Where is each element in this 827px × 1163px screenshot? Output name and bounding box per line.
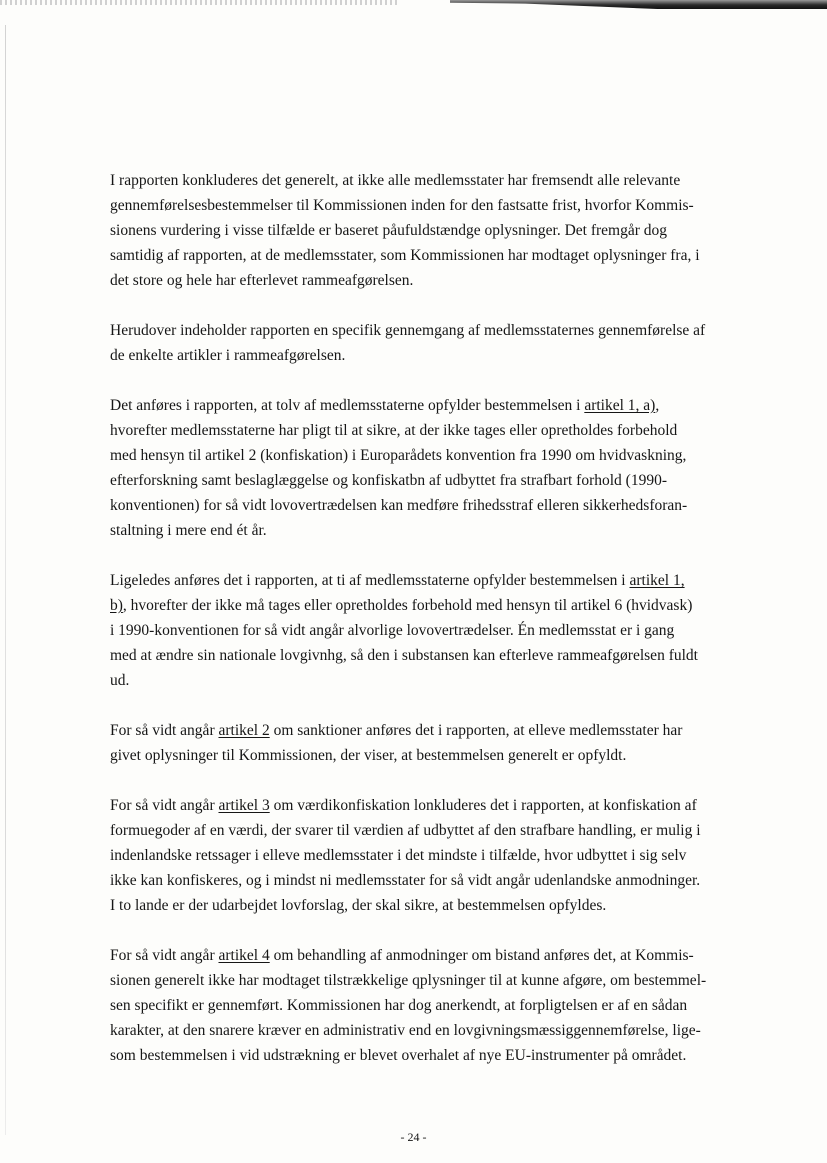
text-segment: Herudover indeholder rapporten en specifik gennemgang af medlemsstaternes gennemførelse af: [110, 322, 706, 339]
text-segment: ikke kan konfiskeres, og i mindst ni medlemsstater for så vidt angår udenlandske anmodninger.: [110, 872, 701, 889]
text-segment: For så vidt angår: [110, 797, 219, 814]
text-segment: I rapporten konkluderes det generelt, at ikke alle medlemsstater har fremsendt alle relevante: [110, 172, 681, 189]
article-reference: artikel 2: [218, 722, 270, 739]
text-segment: samtidig af rapporten, at de medlemsstater, som Kommissionen har modtaget oplysninger fra, i: [110, 247, 700, 264]
article-reference: artikel 1,: [629, 572, 685, 589]
text-segment: I to lande er der udarbejdet lovforslag, der skal sikre, at bestemmelsen opfyldes.: [110, 897, 607, 914]
text-segment: givet oplysninger til Kommissionen, der viser, at bestemmelsen generelt er opfyldt.: [110, 747, 627, 764]
text-segment: ,: [655, 397, 660, 414]
text-segment: i 1990-konventionen for så vidt angår alvorlige lovovertrædelser. Én medlemsstat er i gang: [110, 622, 675, 639]
paragraph-1: [110, 168, 770, 293]
paragraph-5: [110, 718, 770, 768]
article-reference: b): [110, 597, 123, 614]
text-segment: om værdikonfiskation lonkluderes det i rapporten, at konfiskation af: [269, 797, 697, 814]
document-body: [110, 168, 770, 1093]
paragraph-7: [110, 943, 770, 1068]
text-segment: indenlandske retssager i elleve medlemsstater i det mindste i tilfælde, hvor udbyttet i sig selv: [110, 847, 687, 864]
text-segment: sionen generelt ikke har modtaget tilstrækkelige qplysninger til at kunne afgøre, om bestemmel-: [110, 972, 707, 989]
article-reference: artikel 4: [218, 947, 270, 964]
article-reference: artikel 1, a): [584, 397, 656, 414]
paragraph-4: [110, 568, 770, 693]
text-segment: gennemførelsesbestemmelser til Kommissionen inden for den fastsatte frist, hvorfor Kommis-: [110, 197, 694, 214]
text-segment: som bestemmelsen i vid udstrækning er blevet overhalet af nye EU-instrumenter på området.: [110, 1047, 687, 1064]
text-segment: Ligeledes anføres det i rapporten, at ti af medlemsstaterne opfylder bestemmelsen i: [110, 572, 630, 589]
text-segment: om behandling af anmodninger om bistand anføres det, at Kommis-: [269, 947, 694, 964]
text-segment: de enkelte artikler i rammeafgørelsen.: [110, 347, 346, 364]
text-segment: med at ændre sin nationale lovgivnhg, så den i substansen kan efterleve rammeafgørelsen fuldt: [110, 647, 698, 664]
text-segment: For så vidt angår: [110, 722, 219, 739]
text-segment: sionens vurdering i visse tilfælde er baseret påufuldstændge oplysninger. Det fremgår dog: [110, 222, 668, 239]
text-segment: konventionen) for så vidt lovovertrædelsen kan medføre frihedsstraf elleren sikkerhedsforan-: [110, 497, 688, 514]
paragraph-6: [110, 793, 770, 918]
text-segment: efterforskning samt beslaglæggelse og konfiskatbn af udbyttet fra strafbart forhold (1990-: [110, 472, 667, 489]
text-segment: med hensyn til artikel 2 (konfiskation) i Europarådets konvention fra 1990 om hvidvaskning,: [110, 447, 687, 464]
text-segment: det store og hele har efterlevet rammeafgørelsen.: [110, 272, 414, 289]
scan-edge-artifact-top-right: [450, 0, 827, 9]
text-segment: om sanktioner anføres det i rapporten, at elleve medlemsstater har: [269, 722, 683, 739]
paragraph-3: [110, 393, 770, 543]
text-segment: sen specifikt er gennemført. Kommissionen har dog anerkendt, at forpligtelsen er af en sådan: [110, 997, 688, 1014]
scan-edge-artifact-top-left: [0, 0, 400, 5]
page-number: - 24 -: [400, 1130, 427, 1144]
text-segment: hvorefter medlemsstaterne har pligt til at sikre, at der ikke tages eller opretholdes forbehold: [110, 422, 678, 439]
text-segment: staltning i mere end ét år.: [110, 522, 267, 539]
text-segment: karakter, at den snarere kræver en administrativ end en lovgivningsmæssiggennemførelse, lige-: [110, 1022, 701, 1039]
text-segment: ud.: [110, 672, 130, 689]
scan-edge-artifact-left: [5, 25, 6, 1135]
text-segment: Det anføres i rapporten, at tolv af medlemsstaterne opfylder bestemmelsen i: [110, 397, 585, 414]
paragraph-2: [110, 318, 770, 368]
text-segment: formuegoder af en værdi, der svarer til værdien af udbyttet af den strafbare handling, er mulig i: [110, 822, 701, 839]
text-segment: , hvorefter der ikke må tages eller opretholdes forbehold med hensyn til artikel 6 (hvidvask): [122, 597, 693, 614]
article-reference: artikel 3: [218, 797, 270, 814]
text-segment: For så vidt angår: [110, 947, 219, 964]
